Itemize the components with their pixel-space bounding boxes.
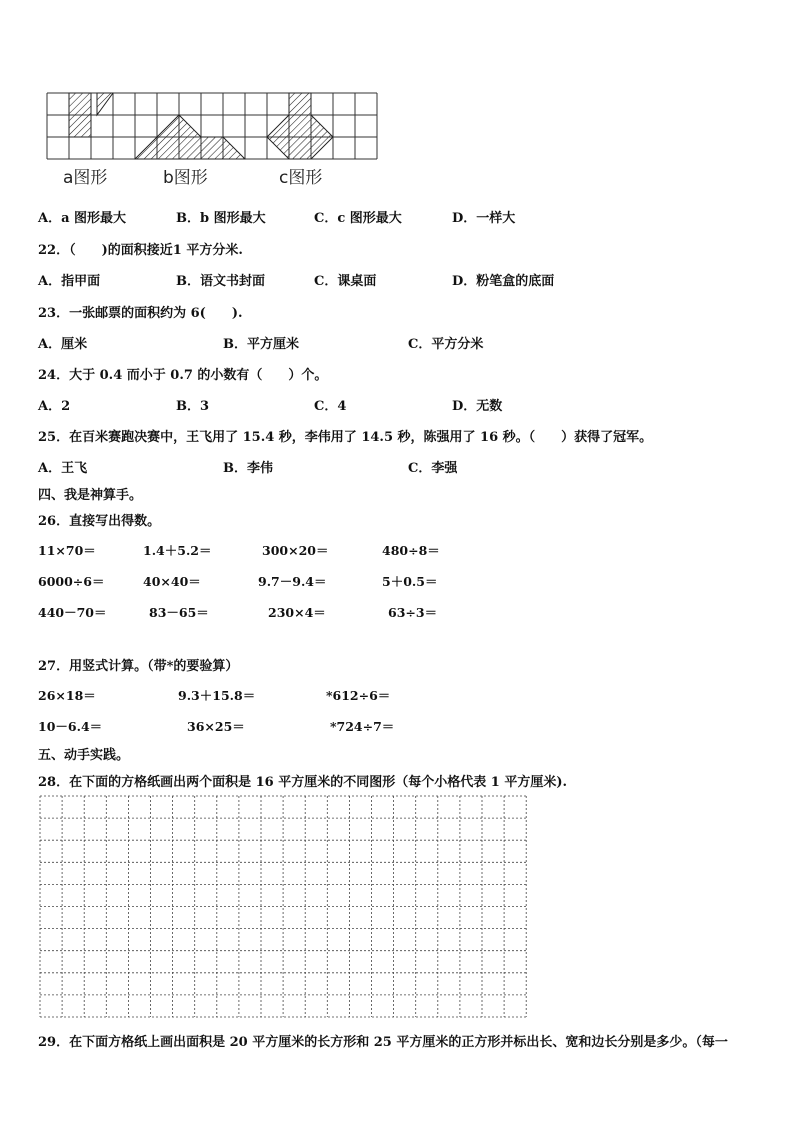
q22-text: 22．（ )的面积接近1 平方分米.	[38, 243, 243, 258]
figure-label-c: c图形	[279, 168, 323, 188]
q23-option-c[interactable]: C．平方分米	[408, 337, 484, 352]
section-5-heading: 五、动手实践。	[38, 748, 130, 763]
figure-label-b: b图形	[163, 168, 208, 188]
q21-option-c[interactable]: C．c 图形最大	[314, 211, 402, 226]
q22-option-b[interactable]: B．语文书封面	[176, 274, 265, 289]
q24-option-a[interactable]: A．2	[38, 399, 71, 414]
q27-r2-c2: 36×25＝	[187, 719, 245, 734]
q26-text: 26．直接写出得数。	[38, 514, 161, 529]
q26-r1-c1: 11×70＝	[38, 543, 96, 558]
q23-text: 23．一张邮票的面积约为 6( ).	[38, 306, 243, 321]
q27-r1-c2: 9.3＋15.8＝	[178, 688, 256, 703]
shape-a	[69, 93, 91, 137]
q26-r3-c4: 63÷3＝	[388, 605, 438, 620]
q27-text: 27．用竖式计算。（带*的要验算）	[38, 659, 239, 674]
q24-option-b[interactable]: B．3	[176, 399, 210, 414]
q21-option-a[interactable]: A．a 图形最大	[38, 211, 127, 226]
q27-r2-c1: 10－6.4＝	[38, 719, 103, 734]
shape-c	[267, 93, 333, 159]
q27-r2-c3: *724÷7＝	[330, 719, 395, 734]
q29-text: 29．在下面方格纸上画出面积是 20 平方厘米的长方形和 25 平方厘米的正方形并标出长、宽和边长分别是多少。（每一	[38, 1035, 728, 1050]
q26-r2-c3: 9.7－9.4＝	[258, 574, 327, 589]
q28-text: 28．在下面的方格纸画出两个面积是 16 平方厘米的不同图形（每个小格代表 1 平方厘米).	[38, 775, 568, 790]
dashed-grid-paper[interactable]	[40, 796, 528, 1018]
q25-option-c[interactable]: C．李强	[408, 461, 458, 476]
q22-option-c[interactable]: C．课桌面	[314, 274, 377, 289]
figure-label-a: a图形	[63, 168, 108, 188]
q26-r1-c3: 300×20＝	[262, 543, 329, 558]
q26-r3-c2: 83－65＝	[149, 605, 209, 620]
q24-option-d[interactable]: D．无数	[452, 399, 503, 414]
q24-text: 24．大于 0.4 而小于 0.7 的小数有（ ）个。	[38, 368, 328, 383]
q26-r2-c4: 5＋0.5＝	[382, 574, 438, 589]
shape-a-triangle	[97, 93, 113, 115]
q26-r3-c1: 440－70＝	[38, 605, 107, 620]
q26-r1-c4: 480÷8＝	[382, 543, 440, 558]
q26-r2-c1: 6000÷6＝	[38, 574, 105, 589]
q21-option-d[interactable]: D．一样大	[452, 211, 516, 226]
q23-option-a[interactable]: A．厘米	[38, 337, 88, 352]
q24-option-c[interactable]: C．4	[314, 399, 347, 414]
q23-option-b[interactable]: B．平方厘米	[223, 337, 299, 352]
q21-option-b[interactable]: B．b 图形最大	[176, 211, 266, 226]
q26-r1-c2: 1.4＋5.2＝	[143, 543, 212, 558]
q22-option-a[interactable]: A．指甲面	[38, 274, 101, 289]
q25-option-a[interactable]: A．王飞	[38, 461, 88, 476]
q26-r2-c2: 40×40＝	[143, 574, 201, 589]
shape-grid-figure	[47, 93, 387, 159]
q22-option-d[interactable]: D．粉笔盒的底面	[452, 274, 555, 289]
section-4-heading: 四、我是神算手。	[38, 488, 143, 503]
q25-text: 25．在百米赛跑决赛中，王飞用了 15.4 秒，李伟用了 14.5 秒，陈强用了 16 秒。（ ）获得了冠军。	[38, 430, 653, 445]
q26-r3-c3: 230×4＝	[268, 605, 326, 620]
q27-r1-c1: 26×18＝	[38, 688, 96, 703]
q25-option-b[interactable]: B．李伟	[223, 461, 273, 476]
q27-r1-c3: *612÷6＝	[326, 688, 391, 703]
